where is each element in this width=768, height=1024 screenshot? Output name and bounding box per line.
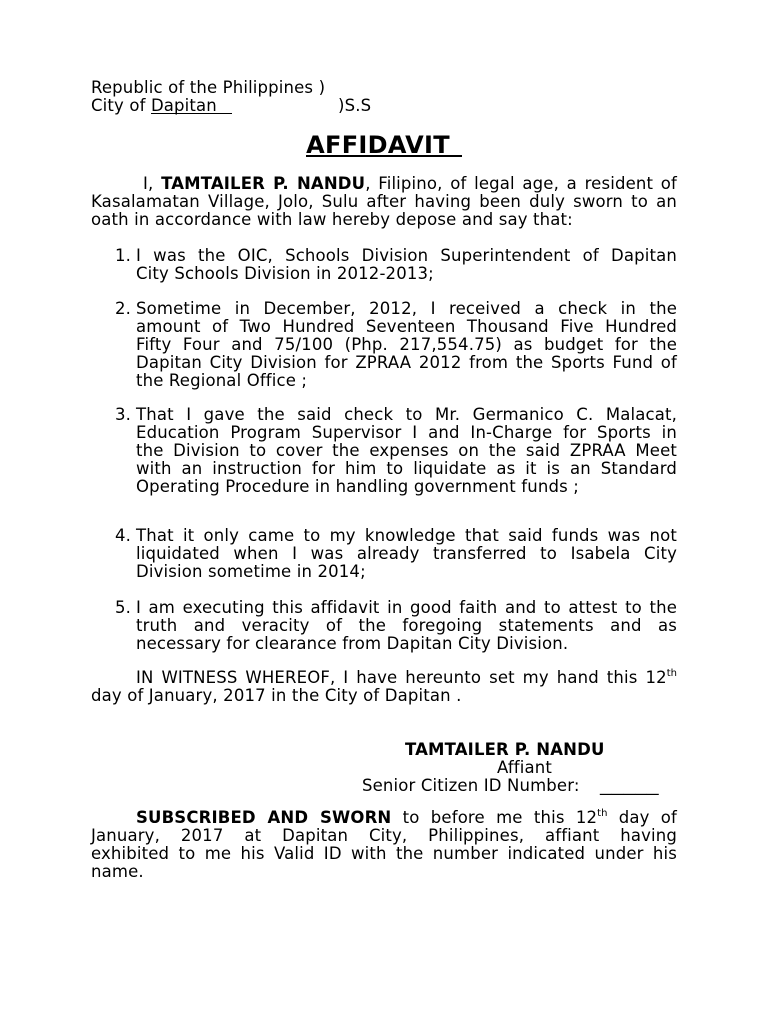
jurat-line <box>91 809 677 827</box>
signature-role: Affiant <box>497 758 552 777</box>
jurat-line: name. <box>91 862 144 881</box>
item-line: Fifty Four and 75/100 (Php. 217,554.75) as budget for the <box>136 335 677 354</box>
witness-line: day of January, 2017 in the City of Dapitan . <box>91 686 462 705</box>
jurat-text: to before me this 12 <box>391 808 598 827</box>
item-number: 3. <box>115 405 132 424</box>
witness-text: IN WITNESS WHEREOF, I have hereunto set my hand this 12 <box>136 668 667 687</box>
item-line: the Regional Office ; <box>136 371 308 390</box>
intro-text: I, <box>143 174 162 193</box>
venue-ss: )S.S <box>338 96 372 115</box>
jurat-line: exhibited to me his Valid ID with the number indicated under his <box>91 844 677 863</box>
item-line: Division sometime in 2014; <box>136 562 366 581</box>
list-item <box>115 247 677 283</box>
ordinal-suffix: th <box>597 808 608 819</box>
list-item <box>115 406 677 496</box>
item-line: That it only came to my knowledge that said funds was not <box>136 526 677 545</box>
item-text <box>136 527 677 581</box>
jurat-paragraph <box>91 809 677 881</box>
item-text <box>136 406 677 496</box>
affiant-name-inline: TAMTAILER P. NANDU <box>161 174 366 193</box>
item-line: necessary for clearance from Dapitan City Division. <box>136 634 569 653</box>
item-line: I am executing this affidavit in good faith and to attest to the <box>136 598 677 617</box>
intro-paragraph <box>91 175 677 229</box>
intro-line: Kasalamatan Village, Jolo, Sulu after having been duly sworn to an <box>91 192 677 211</box>
item-line: I was the OIC, Schools Division Superintendent of Dapitan <box>136 246 677 265</box>
city-name: Dapitan <box>151 98 232 114</box>
ordinal-suffix: th <box>666 668 677 679</box>
venue-header <box>91 79 677 115</box>
item-line: Education Program Supervisor I and In-Charge for Sports in <box>136 423 677 442</box>
item-line: Operating Procedure in handling government funds ; <box>136 477 579 496</box>
item-line: liquidated when I was already transferred to Isabela City <box>136 544 677 563</box>
signature-name <box>405 741 605 759</box>
id-number-blank: _____ <box>600 776 659 795</box>
id-number-label: Senior Citizen ID Number: <box>362 776 580 795</box>
item-line: City Schools Division in 2012-2013; <box>136 264 434 283</box>
item-line: Sometime in December, 2012, I received a check in the <box>136 299 677 318</box>
intro-text: , Filipino, of legal age, a resident of <box>365 174 677 193</box>
jurat-lead: SUBSCRIBED AND SWORN <box>136 808 392 827</box>
item-line: Dapitan City Division for ZPRAA 2012 from the Sports Fund of <box>136 353 677 372</box>
venue-line-city <box>91 97 677 115</box>
jurat-text: day of <box>607 808 677 827</box>
venue-line-country: Republic of the Philippines ) <box>91 78 326 97</box>
title-block <box>0 131 768 159</box>
list-item <box>115 599 677 653</box>
item-text <box>136 599 677 653</box>
document-title: AFFIDAVIT <box>306 135 462 157</box>
list-item <box>115 300 677 390</box>
jurat-line: January, 2017 at Dapitan City, Philippines, affiant having <box>91 826 677 845</box>
item-number: 5. <box>115 598 132 617</box>
city-prefix: City of <box>91 96 151 115</box>
item-line: the Division to cover the expenses on the said ZPRAA Meet <box>136 441 677 460</box>
id-number-blank-wrap <box>600 776 659 795</box>
item-number: 4. <box>115 526 132 545</box>
intro-line: oath in accordance with law hereby depose and say that: <box>91 210 573 229</box>
affiant-name: TAMTAILER P. NANDU <box>405 740 605 759</box>
item-number: 1. <box>115 246 132 265</box>
item-line: with an instruction for him to liquidate as it is an Standard <box>136 459 677 478</box>
item-text <box>136 300 677 390</box>
intro-line <box>91 175 677 193</box>
list-item <box>115 527 677 581</box>
item-number: 2. <box>115 299 132 318</box>
item-text <box>136 247 677 283</box>
item-line: amount of Two Hundred Seventeen Thousand Five Hundred <box>136 317 677 336</box>
witness-paragraph <box>91 669 677 705</box>
witness-line <box>91 669 677 687</box>
item-line: That I gave the said check to Mr. Germanico C. Malacat, <box>136 405 677 424</box>
item-line: truth and veracity of the foregoing statements and as <box>136 616 677 635</box>
